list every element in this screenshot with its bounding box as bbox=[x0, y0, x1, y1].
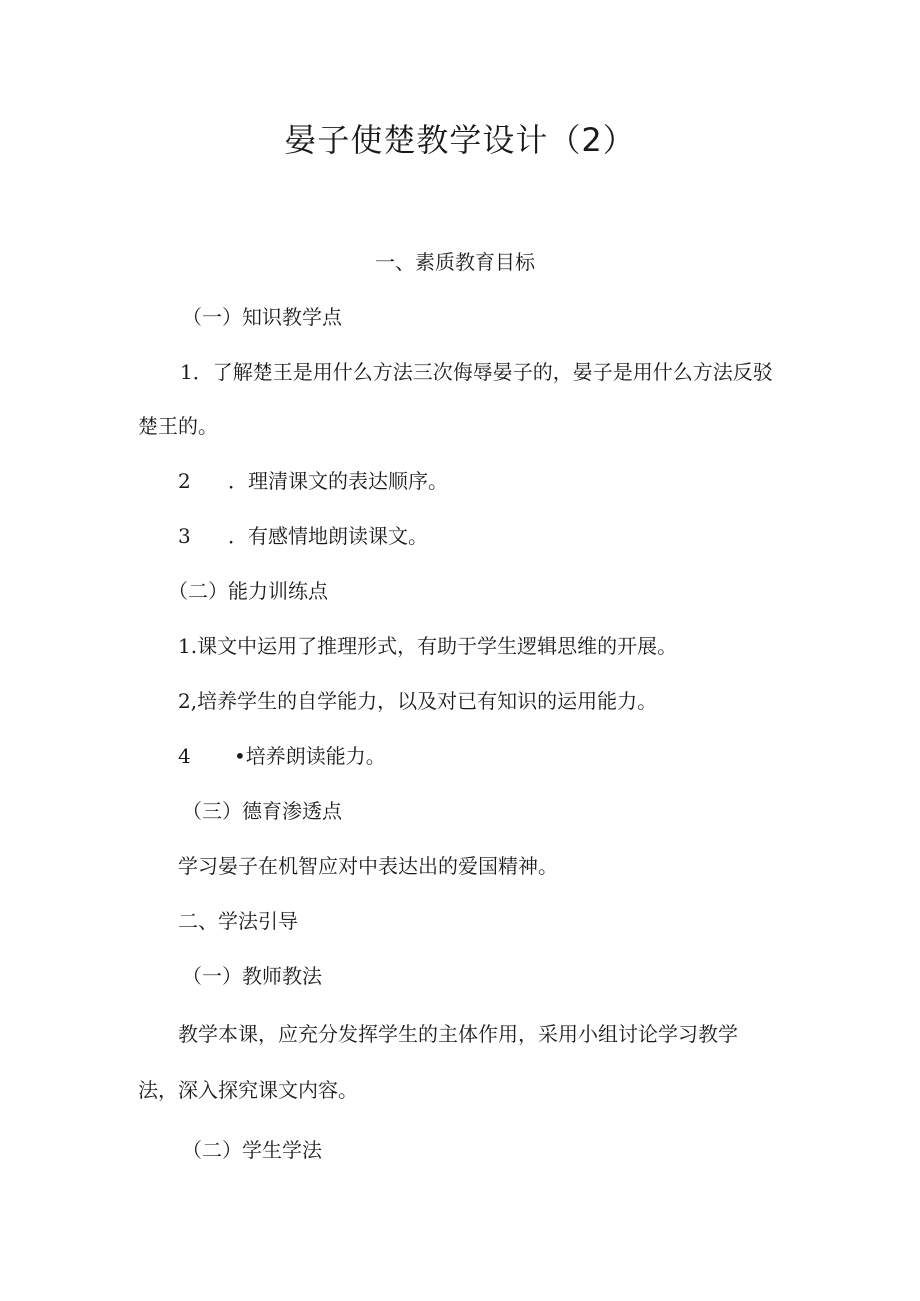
subsection-heading: （二）能力训练点 bbox=[168, 579, 328, 603]
list-item: 1.课文中运用了推理形式，有助于学生逻辑思维的开展。 bbox=[178, 634, 678, 658]
paragraph-line: 教学本课，应充分发挥学生的主体作用，采用小组讨论学习教学 bbox=[178, 1022, 738, 1046]
section-heading-1: 一、素质教育目标 bbox=[375, 250, 535, 274]
subsection-heading: （一）知识教学点 bbox=[182, 305, 342, 329]
subsection-heading: （一）教师教法 bbox=[182, 964, 322, 988]
list-item: 2,培养学生的自学能力，以及对已有知识的运用能力。 bbox=[178, 689, 658, 713]
list-number: 3 bbox=[178, 524, 191, 548]
list-number: 2 bbox=[178, 469, 191, 493]
list-item-text: ．有感情地朗读课文。 bbox=[228, 524, 428, 548]
list-item-text: •培养朗读能力。 bbox=[234, 744, 386, 768]
paragraph-line: 1．了解楚王是用什么方法三次侮辱晏子的，晏子是用什么方法反驳 bbox=[180, 360, 773, 384]
section-heading-2: 二、学法引导 bbox=[178, 909, 298, 933]
subsection-heading: （二）学生学法 bbox=[182, 1138, 322, 1162]
paragraph-line: 楚王的。 bbox=[138, 414, 218, 438]
subsection-heading: （三）德育渗透点 bbox=[182, 799, 342, 823]
paragraph-line: 学习晏子在机智应对中表达出的爱国精神。 bbox=[178, 854, 558, 878]
document-title: 晏子使楚教学设计（2） bbox=[284, 121, 636, 159]
list-number: 4 bbox=[178, 744, 191, 768]
list-item-text: ．理清课文的表达顺序。 bbox=[228, 469, 448, 493]
paragraph-line: 法，深入探究课文内容。 bbox=[138, 1078, 358, 1102]
